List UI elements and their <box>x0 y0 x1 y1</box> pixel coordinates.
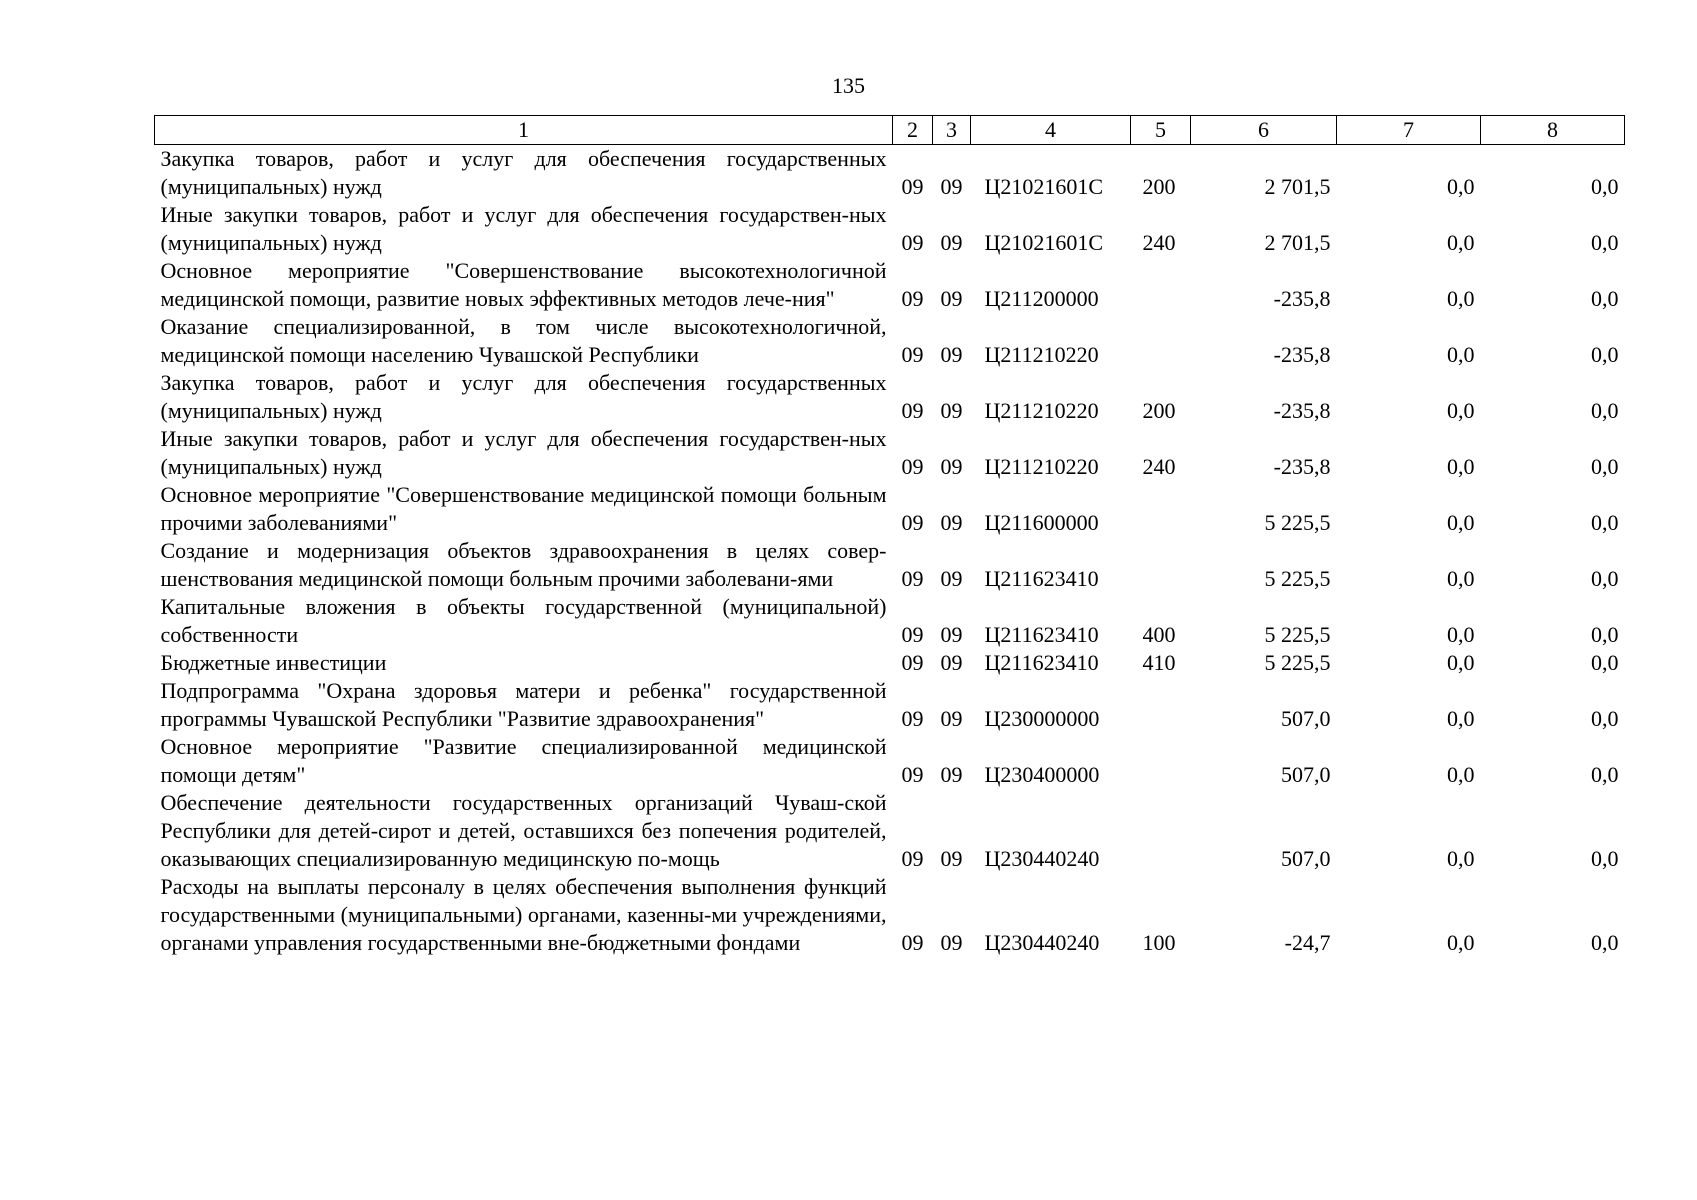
subsection-code-cell: 09 <box>940 622 963 647</box>
expense-type-cell: 400 <box>1142 622 1176 647</box>
amount-column-8-cell: 0,0 <box>1591 846 1619 871</box>
subsection-code-cell: 09 <box>940 342 963 367</box>
expense-type-cell <box>1131 733 1191 789</box>
expense-type-cell: 240 <box>1142 454 1176 479</box>
expense-type-cell: 200 <box>1142 398 1176 423</box>
table-row <box>155 481 1625 537</box>
amount-column-7-cell: 0,0 <box>1447 622 1475 647</box>
row-name-cell: Подпрограмма "Охрана здоровья матери и ребенка" государственной программы Чувашской Республики "Развитие здравоохранения" <box>160 678 887 731</box>
amount-column-7-cell: 0,0 <box>1447 454 1475 479</box>
column-header: 6 <box>1191 116 1337 145</box>
amount-column-8-cell: 0,0 <box>1591 174 1619 199</box>
target-article-cell: Ц211623410 <box>984 650 1099 675</box>
subsection-code-cell: 09 <box>940 650 963 675</box>
expense-type-cell <box>1131 257 1191 313</box>
amount-column-8-cell: 0,0 <box>1591 510 1619 535</box>
amount-column-8-cell: 0,0 <box>1591 706 1619 731</box>
amount-column-8-cell: 0,0 <box>1591 454 1619 479</box>
amount-column-6-cell: -24,7 <box>1284 930 1331 955</box>
section-code-cell: 09 <box>901 510 924 535</box>
amount-column-8-cell: 0,0 <box>1591 762 1619 787</box>
section-code-cell: 09 <box>901 398 924 423</box>
row-name-cell: Обеспечение деятельности государственных организаций Чуваш-ской Республики для детей-сирот и детей, оставшихся без попечения родителей, оказывающих специализированную медицинскую по-мощь <box>160 790 887 871</box>
expense-type-cell <box>1131 677 1191 733</box>
table-row <box>155 313 1625 369</box>
amount-column-8-cell: 0,0 <box>1591 650 1619 675</box>
expense-type-cell <box>1131 789 1191 873</box>
expense-type-cell <box>1131 313 1191 369</box>
budget-table <box>154 115 1625 957</box>
table-body <box>155 145 1625 958</box>
amount-column-6-cell: 5 225,5 <box>1264 510 1331 535</box>
subsection-code-cell: 09 <box>940 930 963 955</box>
amount-column-7-cell: 0,0 <box>1447 174 1475 199</box>
amount-column-6-cell: 5 225,5 <box>1264 566 1331 591</box>
subsection-code-cell: 09 <box>940 454 963 479</box>
amount-column-7-cell: 0,0 <box>1447 846 1475 871</box>
section-code-cell: 09 <box>901 566 924 591</box>
expense-type-cell <box>1131 481 1191 537</box>
amount-column-8-cell: 0,0 <box>1591 566 1619 591</box>
table-row <box>155 537 1625 593</box>
column-header: 1 <box>155 116 893 145</box>
amount-column-8-cell: 0,0 <box>1591 342 1619 367</box>
section-code-cell: 09 <box>901 286 924 311</box>
table-row <box>155 201 1625 257</box>
amount-column-7-cell: 0,0 <box>1447 398 1475 423</box>
header-row <box>155 116 1625 145</box>
expense-type-cell: 200 <box>1142 174 1176 199</box>
row-name-cell: Основное мероприятие "Совершенствование высокотехнологичной медицинской помощи, развитие новых эффективных методов лече-ния" <box>160 258 887 311</box>
amount-column-7-cell: 0,0 <box>1447 286 1475 311</box>
subsection-code-cell: 09 <box>940 566 963 591</box>
section-code-cell: 09 <box>901 762 924 787</box>
target-article-cell: Ц230400000 <box>984 762 1100 787</box>
table-row <box>155 677 1625 733</box>
amount-column-6-cell: 507,0 <box>1281 762 1331 787</box>
target-article-cell: Ц211623410 <box>984 622 1099 647</box>
amount-column-8-cell: 0,0 <box>1591 622 1619 647</box>
amount-column-8-cell: 0,0 <box>1591 930 1619 955</box>
target-article-cell: Ц230440240 <box>984 846 1100 871</box>
column-header: 5 <box>1131 116 1191 145</box>
expense-type-cell: 410 <box>1142 650 1176 675</box>
column-header: 3 <box>933 116 971 145</box>
amount-column-6-cell: -235,8 <box>1273 342 1331 367</box>
target-article-cell: Ц211623410 <box>984 566 1099 591</box>
amount-column-6-cell: 2 701,5 <box>1264 230 1331 255</box>
amount-column-8-cell: 0,0 <box>1591 398 1619 423</box>
amount-column-6-cell: -235,8 <box>1273 398 1331 423</box>
subsection-code-cell: 09 <box>940 510 963 535</box>
row-name-cell: Иные закупки товаров, работ и услуг для обеспечения государствен-ных (муниципальных) нужд <box>160 426 887 479</box>
table-header <box>155 116 1625 145</box>
row-name-cell: Закупка товаров, работ и услуг для обеспечения государственных (муниципальных) нужд <box>160 146 887 199</box>
page-number: 135 <box>832 73 865 98</box>
table-row <box>155 649 1625 677</box>
amount-column-7-cell: 0,0 <box>1447 342 1475 367</box>
table-row <box>155 257 1625 313</box>
amount-column-7-cell: 0,0 <box>1447 930 1475 955</box>
amount-column-6-cell: 507,0 <box>1281 846 1331 871</box>
amount-column-7-cell: 0,0 <box>1447 650 1475 675</box>
subsection-code-cell: 09 <box>940 846 963 871</box>
amount-column-7-cell: 0,0 <box>1447 566 1475 591</box>
table-row <box>155 873 1625 957</box>
subsection-code-cell: 09 <box>940 230 963 255</box>
row-name-cell: Капитальные вложения в объекты государственной (муниципальной) собственности <box>160 594 887 647</box>
column-header: 8 <box>1481 116 1625 145</box>
target-article-cell: Ц211210220 <box>984 454 1099 479</box>
column-header: 4 <box>971 116 1131 145</box>
section-code-cell: 09 <box>901 230 924 255</box>
table-row <box>155 789 1625 873</box>
row-name-cell: Иные закупки товаров, работ и услуг для обеспечения государствен-ных (муниципальных) нужд <box>160 202 887 255</box>
target-article-cell: Ц21021601С <box>984 230 1104 255</box>
target-article-cell: Ц211210220 <box>984 398 1099 423</box>
target-article-cell: Ц230000000 <box>984 706 1100 731</box>
row-name-cell: Расходы на выплаты персоналу в целях обеспечения выполнения функций государственными (муниципальными) органами, казенны-ми учреждениями, органами управления государственными вне-бюджетными фондами <box>160 874 887 955</box>
amount-column-8-cell: 0,0 <box>1591 286 1619 311</box>
amount-column-6-cell: 5 225,5 <box>1264 622 1331 647</box>
column-header: 2 <box>893 116 933 145</box>
subsection-code-cell: 09 <box>940 286 963 311</box>
table-row <box>155 369 1625 425</box>
amount-column-6-cell: 5 225,5 <box>1264 650 1331 675</box>
amount-column-6-cell: 2 701,5 <box>1264 174 1331 199</box>
table-row <box>155 145 1625 202</box>
column-header: 7 <box>1337 116 1481 145</box>
expense-type-cell <box>1131 537 1191 593</box>
expense-type-cell: 240 <box>1142 230 1176 255</box>
amount-column-7-cell: 0,0 <box>1447 230 1475 255</box>
row-name-cell: Основное мероприятие "Совершенствование медицинской помощи больным прочими заболеваниями" <box>160 482 887 535</box>
amount-column-7-cell: 0,0 <box>1447 706 1475 731</box>
amount-column-6-cell: -235,8 <box>1273 286 1331 311</box>
subsection-code-cell: 09 <box>940 174 963 199</box>
table-row <box>155 425 1625 481</box>
section-code-cell: 09 <box>901 930 924 955</box>
section-code-cell: 09 <box>901 174 924 199</box>
table-row <box>155 733 1625 789</box>
target-article-cell: Ц211200000 <box>984 286 1099 311</box>
row-name-cell: Закупка товаров, работ и услуг для обеспечения государственных (муниципальных) нужд <box>160 370 887 423</box>
subsection-code-cell: 09 <box>940 762 963 787</box>
section-code-cell: 09 <box>901 622 924 647</box>
section-code-cell: 09 <box>901 342 924 367</box>
section-code-cell: 09 <box>901 650 924 675</box>
section-code-cell: 09 <box>901 454 924 479</box>
section-code-cell: 09 <box>901 706 924 731</box>
subsection-code-cell: 09 <box>940 706 963 731</box>
target-article-cell: Ц230440240 <box>984 930 1100 955</box>
target-article-cell: Ц21021601С <box>984 174 1104 199</box>
target-article-cell: Ц211600000 <box>984 510 1099 535</box>
row-name-cell: Создание и модернизация объектов здравоохранения в целях совер-шенствования медицинской помощи больным прочими заболевани-ями <box>160 538 887 591</box>
section-code-cell: 09 <box>901 846 924 871</box>
amount-column-8-cell: 0,0 <box>1591 230 1619 255</box>
target-article-cell: Ц211210220 <box>984 342 1099 367</box>
amount-column-7-cell: 0,0 <box>1447 762 1475 787</box>
row-name-cell: Оказание специализированной, в том числе высокотехнологичной, медицинской помощи населению Чувашской Республики <box>160 314 887 367</box>
row-name-cell: Бюджетные инвестиции <box>160 650 387 675</box>
subsection-code-cell: 09 <box>940 398 963 423</box>
table-row <box>155 593 1625 649</box>
amount-column-7-cell: 0,0 <box>1447 510 1475 535</box>
row-name-cell: Основное мероприятие "Развитие специализированной медицинской помощи детям" <box>160 734 887 787</box>
expense-type-cell: 100 <box>1142 930 1176 955</box>
amount-column-6-cell: 507,0 <box>1281 706 1331 731</box>
amount-column-6-cell: -235,8 <box>1273 454 1331 479</box>
